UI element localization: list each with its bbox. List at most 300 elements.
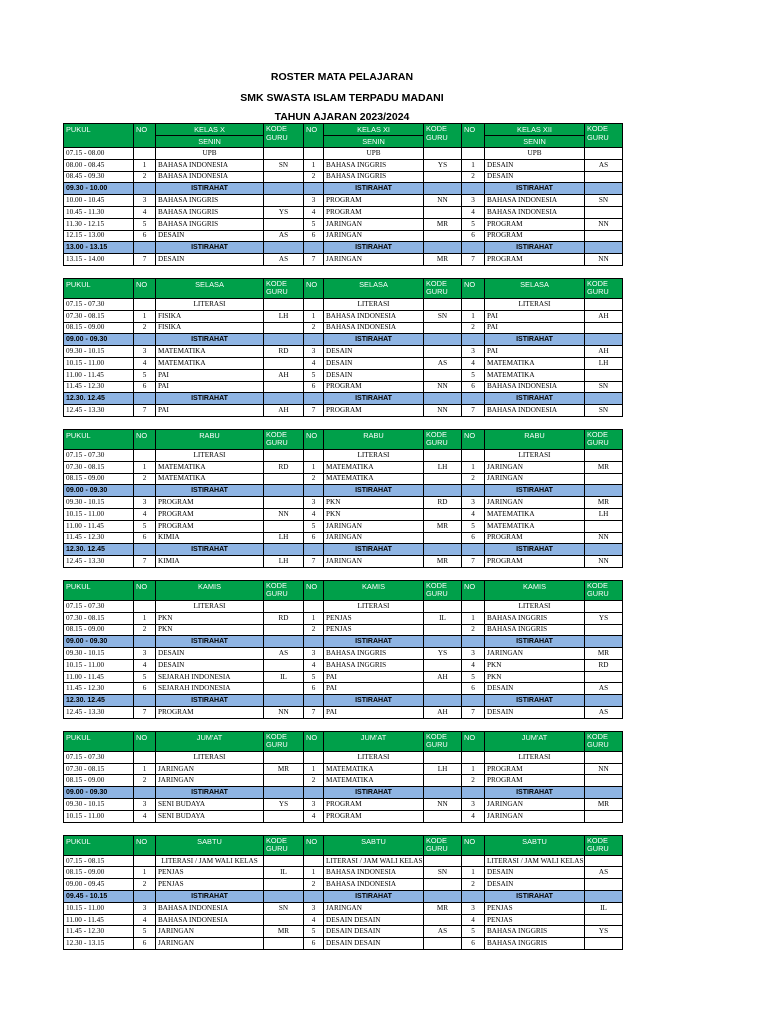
teacher-code (264, 879, 304, 891)
teacher-code (264, 357, 304, 369)
period-number: 7 (134, 707, 156, 719)
time-cell: 11.00 - 11.45 (64, 671, 134, 683)
period-number: 2 (134, 624, 156, 636)
period-number: 4 (134, 810, 156, 822)
period-number: 2 (462, 171, 485, 183)
column-header (324, 124, 424, 148)
teacher-code (424, 532, 462, 544)
teacher-code: MR (585, 799, 623, 811)
time-cell: 08.15 - 09.00 (64, 775, 134, 787)
subject-cell: PROGRAM (485, 775, 585, 787)
teacher-code (424, 775, 462, 787)
subject-cell: SEJARAH INDONESIA (156, 683, 264, 695)
teacher-code (585, 855, 623, 867)
period-number: 5 (304, 926, 324, 938)
column-header: NO (304, 429, 324, 449)
teacher-code: LH (264, 556, 304, 568)
schedule-row (64, 926, 623, 938)
subject-cell: PROGRAM (324, 810, 424, 822)
teacher-code: IL (585, 902, 623, 914)
schedule-row (64, 600, 623, 612)
period-number: 1 (134, 763, 156, 775)
subject-cell: PKN (485, 659, 585, 671)
teacher-code (585, 230, 623, 242)
column-header: PUKUL (64, 124, 134, 148)
schedule-row (64, 473, 623, 485)
teacher-code: AS (585, 867, 623, 879)
subject-cell: LITERASI (324, 600, 424, 612)
break-label: ISTIRAHAT (485, 695, 585, 707)
subject-cell: BAHASA INDONESIA (156, 902, 264, 914)
school-name: SMK SWASTA ISLAM TERPADU MADANI (240, 92, 444, 104)
time-cell: 07.30 - 08.15 (64, 612, 134, 624)
teacher-code (585, 600, 623, 612)
column-header: KODE GURU (424, 580, 462, 600)
period-number: 7 (304, 405, 324, 417)
time-cell: 12.45 - 13.30 (64, 405, 134, 417)
teacher-code: LH (585, 508, 623, 520)
schedule-row (64, 532, 623, 544)
break-row (64, 695, 623, 707)
subject-cell: BAHASA INGGRIS (485, 624, 585, 636)
subject-cell: DESAIN (156, 648, 264, 660)
subject-cell: PENJAS (156, 867, 264, 879)
column-header: JUM'AT (156, 731, 264, 751)
subject-cell: PROGRAM (485, 254, 585, 266)
teacher-code (264, 449, 304, 461)
subject-cell: PAI (156, 405, 264, 417)
subject-cell: DESAIN (485, 159, 585, 171)
teacher-code: AS (424, 926, 462, 938)
period-number (134, 751, 156, 763)
period-number (134, 449, 156, 461)
day-header-row (64, 429, 623, 449)
subject-cell: JARINGAN (324, 230, 424, 242)
column-header: PUKUL (64, 731, 134, 751)
period-number (304, 600, 324, 612)
day-spacer (64, 265, 623, 278)
class-label: KELAS XI (357, 125, 390, 134)
subject-cell: PROGRAM (324, 381, 424, 393)
column-header: SABTU (485, 835, 585, 855)
period-number: 6 (462, 381, 485, 393)
teacher-code (585, 938, 623, 950)
teacher-code: SN (264, 902, 304, 914)
column-header: NO (304, 835, 324, 855)
time-cell: 07.30 - 08.15 (64, 461, 134, 473)
subject-cell: MATEMATIKA (324, 473, 424, 485)
subject-cell: JARINGAN (156, 938, 264, 950)
teacher-code: RD (264, 612, 304, 624)
teacher-code: YS (585, 612, 623, 624)
time-cell: 12.45 - 13.30 (64, 556, 134, 568)
period-number: 6 (304, 230, 324, 242)
subject-cell: UPB (156, 148, 264, 160)
period-number: 3 (134, 195, 156, 207)
teacher-code (424, 298, 462, 310)
time-cell: 08.15 - 09.00 (64, 867, 134, 879)
subject-cell: PKN (156, 612, 264, 624)
period-number: 3 (462, 648, 485, 660)
teacher-code: NN (264, 707, 304, 719)
period-number: 6 (462, 938, 485, 950)
period-number: 6 (134, 230, 156, 242)
period-number: 5 (462, 671, 485, 683)
day-header-row (64, 835, 623, 855)
teacher-code: AS (585, 683, 623, 695)
teacher-code (424, 230, 462, 242)
subject-cell: MATEMATIKA (156, 346, 264, 358)
period-number (304, 751, 324, 763)
subject-cell: JARINGAN (324, 520, 424, 532)
column-header: RABU (324, 429, 424, 449)
period-number: 3 (134, 648, 156, 660)
subject-cell: PROGRAM (485, 532, 585, 544)
teacher-code (264, 322, 304, 334)
subject-cell: LITERASI (156, 298, 264, 310)
break-row (64, 242, 623, 254)
time-cell: 09.30 - 10.00 (64, 183, 134, 195)
schedule-row (64, 254, 623, 266)
time-cell: 11.30 - 12.15 (64, 218, 134, 230)
break-label: ISTIRAHAT (485, 636, 585, 648)
subject-cell: LITERASI / JAM WALI KELAS (156, 855, 264, 867)
period-number: 2 (304, 171, 324, 183)
subject-cell: KIMIA (156, 556, 264, 568)
column-header: SABTU (156, 835, 264, 855)
subject-cell: DESAIN (485, 707, 585, 719)
period-number: 1 (462, 763, 485, 775)
period-number: 4 (462, 914, 485, 926)
break-label: ISTIRAHAT (324, 544, 424, 556)
period-number: 1 (462, 612, 485, 624)
time-cell: 12.30. 12.45 (64, 393, 134, 405)
column-header: SELASA (485, 278, 585, 298)
period-number: 4 (134, 508, 156, 520)
time-cell: 11.00 - 11.45 (64, 914, 134, 926)
period-number (462, 600, 485, 612)
column-header: NO (462, 278, 485, 298)
column-header: NO (462, 731, 485, 751)
subject-cell: MATEMATIKA (485, 508, 585, 520)
column-header: SELASA (156, 278, 264, 298)
time-cell: 07.15 - 08.00 (64, 148, 134, 160)
period-number: 4 (304, 914, 324, 926)
schedule-row (64, 148, 623, 160)
time-cell: 09.30 - 10.15 (64, 648, 134, 660)
teacher-code (264, 195, 304, 207)
subject-cell: BAHASA INGGRIS (156, 218, 264, 230)
time-cell: 07.15 - 07.30 (64, 298, 134, 310)
teacher-code (585, 671, 623, 683)
column-header: SABTU (324, 835, 424, 855)
period-number: 2 (462, 624, 485, 636)
break-label: ISTIRAHAT (324, 891, 424, 903)
break-label: ISTIRAHAT (324, 393, 424, 405)
column-header: KAMIS (324, 580, 424, 600)
teacher-code (264, 624, 304, 636)
teacher-code: YS (424, 159, 462, 171)
break-label: ISTIRAHAT (156, 695, 264, 707)
subject-cell: LITERASI (156, 751, 264, 763)
schedule-row (64, 763, 623, 775)
period-number: 4 (462, 659, 485, 671)
teacher-code (264, 171, 304, 183)
column-header: KAMIS (156, 580, 264, 600)
teacher-code (585, 206, 623, 218)
subject-cell: DESAIN (156, 230, 264, 242)
roster-title: ROSTER MATA PELAJARAN (270, 71, 414, 83)
period-number: 1 (304, 867, 324, 879)
schedule-row (64, 449, 623, 461)
column-header: NO (134, 278, 156, 298)
teacher-code (264, 600, 304, 612)
period-number: 3 (304, 195, 324, 207)
subject-cell: JARINGAN (156, 926, 264, 938)
time-cell: 12.15 - 13.00 (64, 230, 134, 242)
period-number: 1 (304, 612, 324, 624)
subject-cell: PROGRAM (485, 763, 585, 775)
period-number (462, 449, 485, 461)
column-header: PUKUL (64, 278, 134, 298)
day-spacer (64, 416, 623, 429)
schedule-row (64, 218, 623, 230)
teacher-code: SN (424, 867, 462, 879)
subject-cell: BAHASA INDONESIA (324, 322, 424, 334)
period-number: 6 (304, 938, 324, 950)
subject-cell: PKN (485, 671, 585, 683)
time-cell: 11.00 - 11.45 (64, 520, 134, 532)
subject-cell: BAHASA INGGRIS (324, 648, 424, 660)
class-label: KELAS X (194, 125, 225, 134)
subject-cell: PKN (156, 624, 264, 636)
period-number: 6 (134, 532, 156, 544)
period-number (462, 751, 485, 763)
teacher-code (585, 810, 623, 822)
period-number: 3 (134, 902, 156, 914)
period-number: 2 (304, 322, 324, 334)
period-number (462, 148, 485, 160)
schedule-row (64, 405, 623, 417)
period-number: 7 (462, 556, 485, 568)
time-cell: 13.00 - 13.15 (64, 242, 134, 254)
subject-cell: PROGRAM (324, 195, 424, 207)
schedule-row (64, 624, 623, 636)
subject-cell: PKN (324, 508, 424, 520)
column-header: NO (462, 835, 485, 855)
teacher-code: YS (424, 648, 462, 660)
break-label: ISTIRAHAT (324, 695, 424, 707)
subject-cell: JARINGAN (485, 810, 585, 822)
column-header: SELASA (324, 278, 424, 298)
period-number: 5 (304, 369, 324, 381)
teacher-code: AH (424, 671, 462, 683)
period-number: 1 (304, 159, 324, 171)
period-number: 6 (304, 381, 324, 393)
period-number (134, 600, 156, 612)
subject-cell: KIMIA (156, 532, 264, 544)
teacher-code: MR (424, 218, 462, 230)
teacher-code: NN (424, 405, 462, 417)
schedule-row (64, 914, 623, 926)
schedule-row (64, 171, 623, 183)
teacher-code (585, 520, 623, 532)
subject-cell: BAHASA INGGRIS (156, 195, 264, 207)
teacher-code (585, 171, 623, 183)
column-header: NO (462, 429, 485, 449)
time-cell: 07.15 - 08.15 (64, 855, 134, 867)
teacher-code (264, 218, 304, 230)
subject-cell: LITERASI / JAM WALI KELAS (485, 855, 585, 867)
teacher-code: SN (264, 159, 304, 171)
schedule-row (64, 497, 623, 509)
schedule-row (64, 671, 623, 683)
period-number: 1 (462, 159, 485, 171)
teacher-code (424, 600, 462, 612)
subject-cell: UPB (485, 148, 585, 160)
column-header: NO (462, 124, 485, 148)
column-header: KODE GURU (264, 124, 304, 148)
period-number: 4 (134, 659, 156, 671)
period-number: 3 (462, 195, 485, 207)
teacher-code (585, 751, 623, 763)
column-header: NO (304, 124, 324, 148)
column-header: PUKUL (64, 429, 134, 449)
time-cell: 08.00 - 08.45 (64, 159, 134, 171)
schedule-row (64, 855, 623, 867)
period-number: 4 (462, 810, 485, 822)
period-number: 6 (462, 683, 485, 695)
day-label: SENIN (156, 135, 263, 147)
column-header: KODE GURU (424, 429, 462, 449)
period-number: 5 (134, 926, 156, 938)
column-header: PUKUL (64, 580, 134, 600)
teacher-code: LH (424, 763, 462, 775)
period-number: 1 (134, 461, 156, 473)
break-row (64, 485, 623, 497)
teacher-code: LH (585, 357, 623, 369)
teacher-code: AH (424, 707, 462, 719)
subject-cell: DESAIN DESAIN (324, 938, 424, 950)
teacher-code: SN (585, 195, 623, 207)
subject-cell: FISIKA (156, 310, 264, 322)
period-number: 5 (462, 520, 485, 532)
schedule-row (64, 799, 623, 811)
period-number: 2 (462, 473, 485, 485)
subject-cell: PAI (324, 671, 424, 683)
teacher-code: RD (424, 497, 462, 509)
column-header: KODE GURU (264, 731, 304, 751)
column-header: NO (304, 731, 324, 751)
period-number: 7 (134, 405, 156, 417)
teacher-code (424, 855, 462, 867)
column-header: KODE GURU (264, 278, 304, 298)
teacher-code (424, 914, 462, 926)
subject-cell: BAHASA INGGRIS (324, 659, 424, 671)
subject-cell: BAHASA INDONESIA (156, 159, 264, 171)
teacher-code (424, 346, 462, 358)
day-header-row (64, 731, 623, 751)
subject-cell: PAI (324, 683, 424, 695)
time-cell: 09.00 - 09.30 (64, 334, 134, 346)
teacher-code: NN (585, 218, 623, 230)
subject-cell: JARINGAN (324, 218, 424, 230)
time-cell: 10.15 - 11.00 (64, 810, 134, 822)
time-cell: 11.45 - 12.30 (64, 926, 134, 938)
subject-cell: DESAIN (324, 369, 424, 381)
subject-cell: PROGRAM (324, 799, 424, 811)
teacher-code (585, 624, 623, 636)
time-cell: 07.15 - 07.30 (64, 751, 134, 763)
subject-cell: LITERASI (485, 751, 585, 763)
subject-cell: PROGRAM (324, 206, 424, 218)
schedule-row (64, 879, 623, 891)
day-header-row (64, 124, 623, 148)
schedule-row (64, 751, 623, 763)
column-header: NO (134, 731, 156, 751)
teacher-code: MR (424, 520, 462, 532)
column-header (156, 124, 264, 148)
subject-cell: BAHASA INDONESIA (156, 914, 264, 926)
time-cell: 11.00 - 11.45 (64, 369, 134, 381)
column-header: KODE GURU (585, 124, 623, 148)
subject-cell: PROGRAM (485, 218, 585, 230)
time-cell: 10.15 - 11.00 (64, 357, 134, 369)
teacher-code: RD (585, 659, 623, 671)
break-row (64, 183, 623, 195)
column-header: JUM'AT (324, 731, 424, 751)
column-header: RABU (156, 429, 264, 449)
subject-cell: DESAIN (485, 867, 585, 879)
break-label: ISTIRAHAT (156, 891, 264, 903)
teacher-code (264, 751, 304, 763)
time-cell: 11.45 - 12.30 (64, 381, 134, 393)
schedule-row (64, 298, 623, 310)
day-label: SENIN (485, 135, 584, 147)
time-cell: 09.30 - 10.15 (64, 497, 134, 509)
subject-cell: SEJARAH INDONESIA (156, 671, 264, 683)
schedule-row (64, 357, 623, 369)
teacher-code (424, 369, 462, 381)
column-header: KODE GURU (585, 580, 623, 600)
teacher-code (264, 148, 304, 160)
period-number: 6 (462, 230, 485, 242)
subject-cell: UPB (324, 148, 424, 160)
period-number: 3 (304, 799, 324, 811)
time-cell: 11.45 - 12.30 (64, 683, 134, 695)
schedule-row (64, 369, 623, 381)
period-number: 4 (134, 914, 156, 926)
teacher-code: AS (585, 159, 623, 171)
teacher-code: SN (585, 405, 623, 417)
teacher-code (264, 914, 304, 926)
subject-cell: BAHASA INGGRIS (485, 612, 585, 624)
teacher-code (585, 148, 623, 160)
break-row (64, 891, 623, 903)
break-row (64, 787, 623, 799)
period-number: 1 (134, 867, 156, 879)
subject-cell: JARINGAN (485, 461, 585, 473)
teacher-code: AS (424, 357, 462, 369)
schedule-row (64, 322, 623, 334)
schedule-row (64, 230, 623, 242)
schedule-row (64, 648, 623, 660)
subject-cell: JARINGAN (485, 799, 585, 811)
break-label: ISTIRAHAT (156, 544, 264, 556)
subject-cell: BAHASA INDONESIA (485, 195, 585, 207)
subject-cell: LITERASI (485, 600, 585, 612)
period-number: 3 (462, 346, 485, 358)
